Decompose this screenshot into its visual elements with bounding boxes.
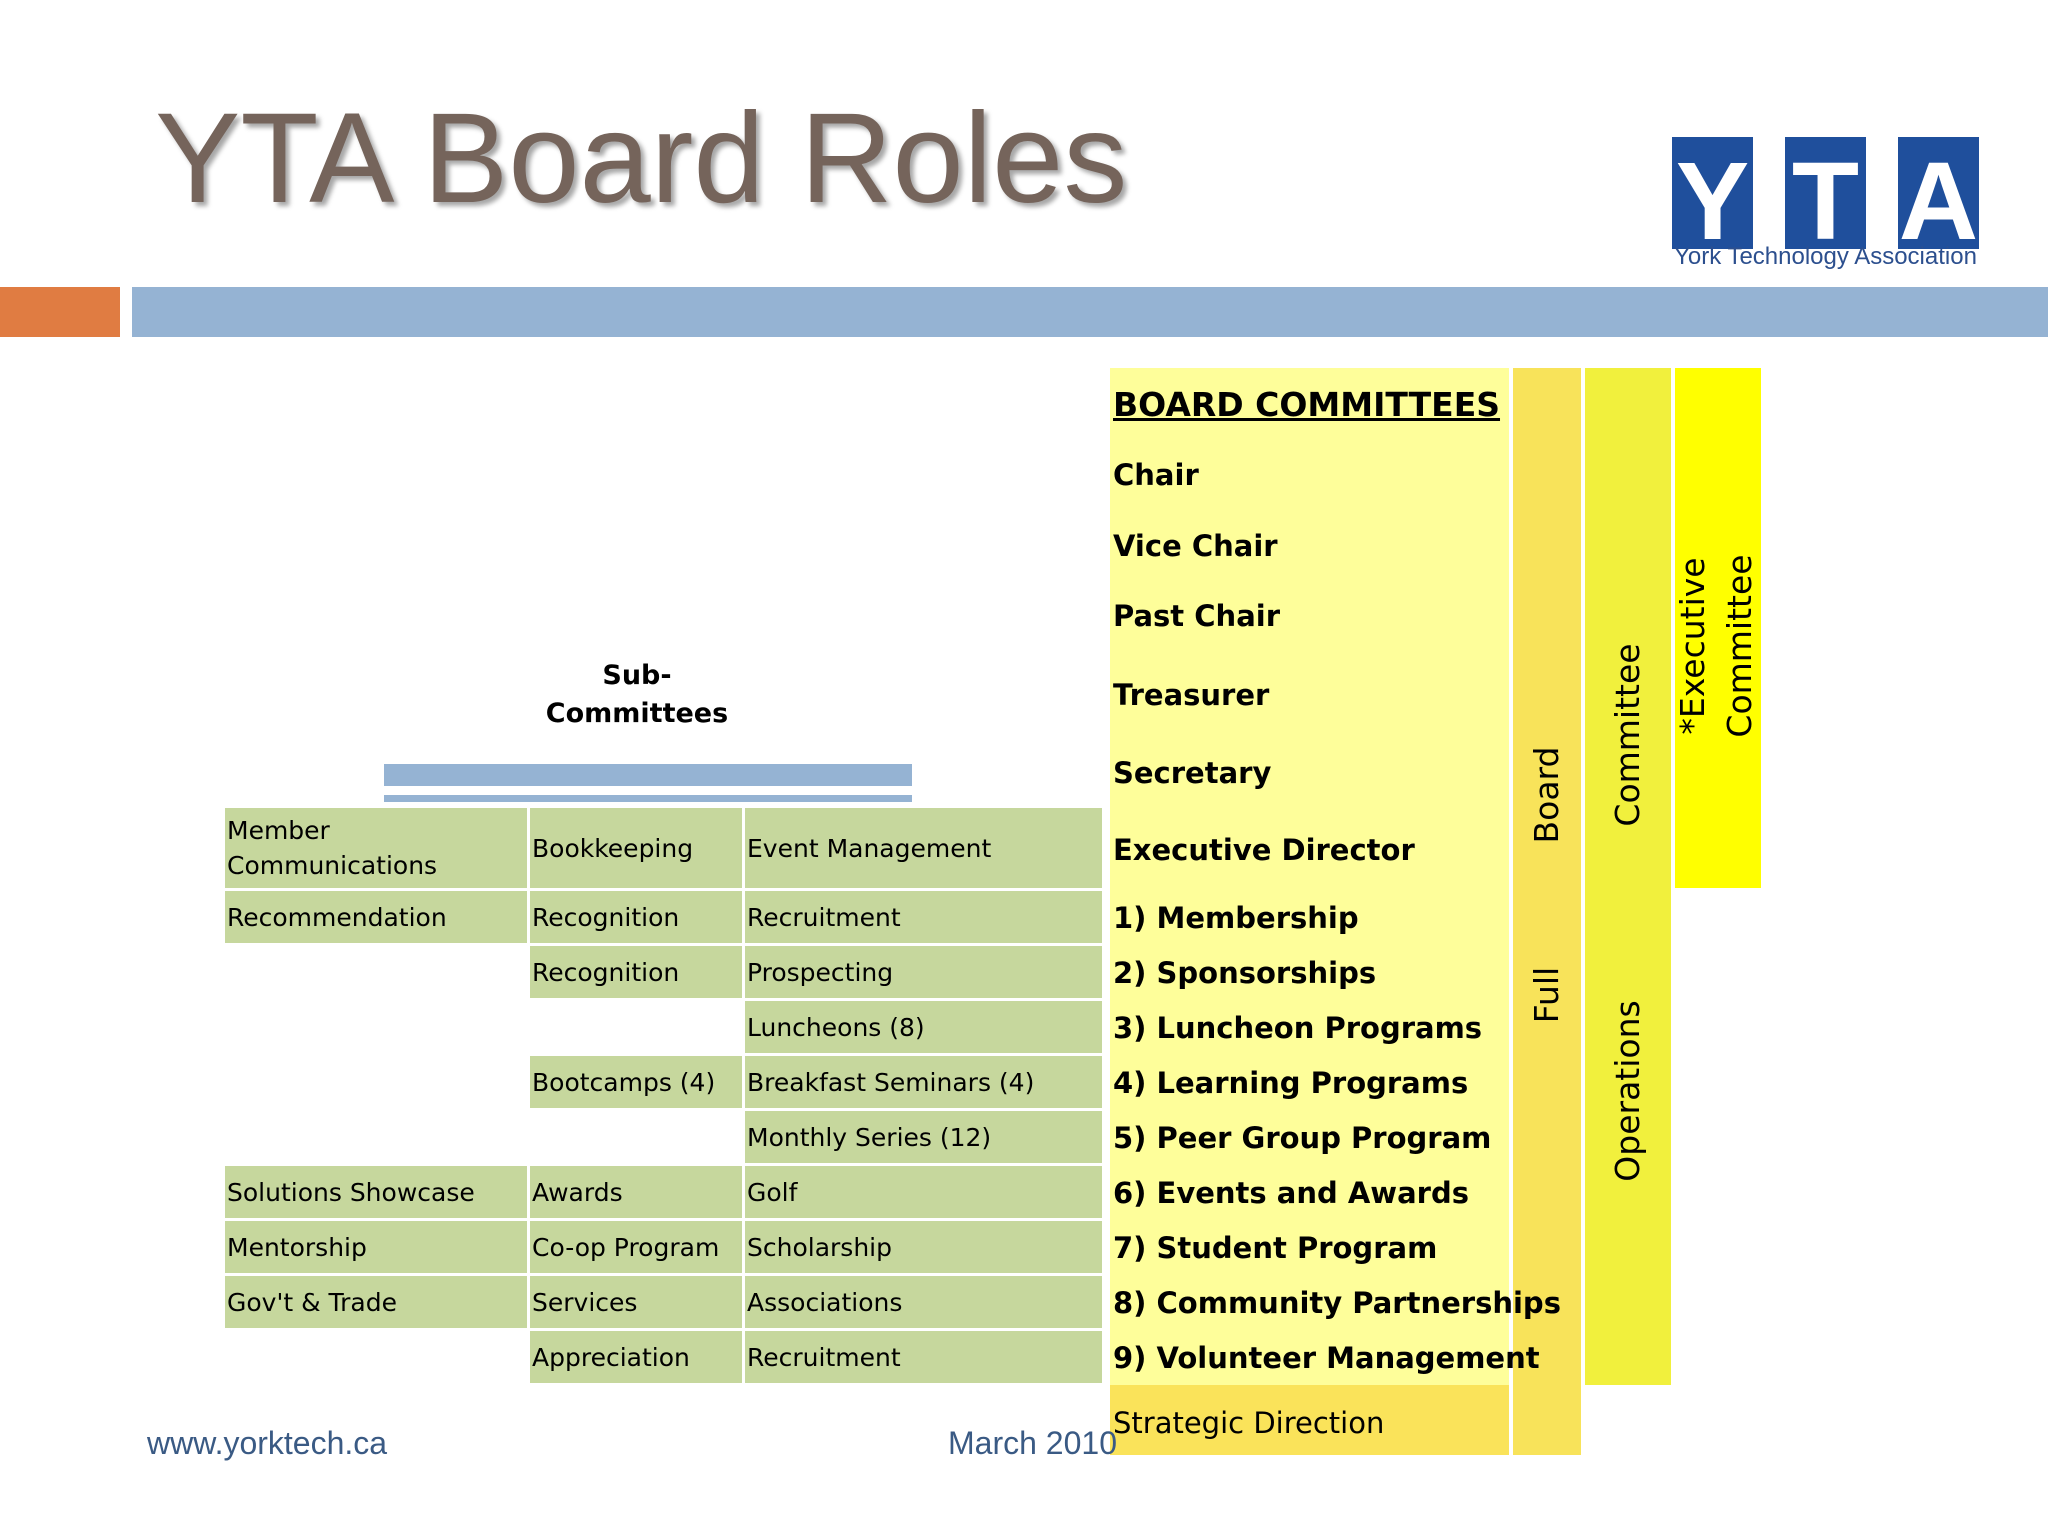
subcommittee-cell: Associations	[745, 1276, 1102, 1328]
committee-item: 3) Luncheon Programs	[1113, 1011, 1483, 1045]
header-accent-bar	[0, 287, 120, 337]
logo-letter-y: Y	[1672, 137, 1753, 249]
footer-date: March 2010	[948, 1425, 1117, 1461]
subcommittee-cell: Recruitment	[745, 1331, 1102, 1383]
subcommittee-cell: Recognition	[530, 891, 742, 943]
subcommittee-cell: Bootcamps (4)	[530, 1056, 742, 1108]
logo-letter-a: A	[1898, 137, 1979, 249]
subcommittee-cell: Services	[530, 1276, 742, 1328]
subcommittees-divider	[384, 764, 912, 786]
footer-url: www.yorktech.ca	[147, 1425, 388, 1461]
committee-item: 9) Volunteer Management	[1113, 1341, 1540, 1375]
subcommittee-cell: Prospecting	[745, 946, 1102, 998]
subcommittee-cell: Member Communications	[225, 808, 527, 888]
executive-label-line1: *Executive	[1673, 557, 1712, 735]
committee-item: 7) Student Program	[1113, 1231, 1438, 1265]
executive-label-line2: Committee	[1720, 554, 1759, 738]
operations-label-operations: Operations	[1608, 1000, 1647, 1182]
subcommittee-cell: Golf	[745, 1166, 1102, 1218]
committee-item: 1) Membership	[1113, 901, 1359, 935]
committee-item: 8) Community Partnerships	[1113, 1286, 1561, 1320]
subcommittee-cell: Mentorship	[225, 1221, 527, 1273]
slide-title: YTA Board Roles	[155, 87, 1128, 230]
operations-label-committee: Committee	[1608, 643, 1647, 827]
committee-item: 2) Sponsorships	[1113, 956, 1377, 990]
subcommittees-heading: Sub- Committees	[545, 660, 729, 729]
subcommittee-cell: Luncheons (8)	[745, 1001, 1102, 1053]
officer-role: Secretary	[1113, 756, 1272, 790]
subcommittee-cell: Bookkeeping	[530, 808, 742, 888]
committee-item: 5) Peer Group Program	[1113, 1121, 1492, 1155]
subcommittee-cell: Gov't & Trade	[225, 1276, 527, 1328]
yta-logo	[1672, 137, 1979, 273]
subcommittee-cell: Monthly Series (12)	[745, 1111, 1102, 1163]
subcommittee-cell: Recommendation	[225, 891, 527, 943]
full-board-label-board: Board	[1527, 746, 1566, 844]
board-committees-heading: BOARD COMMITTEES	[1113, 385, 1501, 424]
committee-item: 4) Learning Programs	[1113, 1066, 1469, 1100]
committee-item: 6) Events and Awards	[1113, 1176, 1469, 1210]
subcommittee-cell: Recruitment	[745, 891, 1102, 943]
officer-role: Treasurer	[1113, 678, 1270, 712]
subcommittee-cell: Co-op Program	[530, 1221, 742, 1273]
full-board-label-full: Full	[1527, 966, 1566, 1024]
subcommittee-cell: Appreciation	[530, 1331, 742, 1383]
officer-role: Executive Director	[1113, 833, 1415, 867]
logo-letter-t: T	[1785, 137, 1866, 249]
subcommittee-cell: Breakfast Seminars (4)	[745, 1056, 1102, 1108]
subcommittee-cell: Event Management	[745, 808, 1102, 888]
subcommittee-cell: Recognition	[530, 946, 742, 998]
officer-role: Past Chair	[1113, 599, 1281, 633]
subcommittee-cell: Solutions Showcase	[225, 1166, 527, 1218]
operations-committee-column	[1585, 368, 1671, 1385]
subcommittees-divider-thin	[384, 795, 912, 802]
subcommittee-cell: Awards	[530, 1166, 742, 1218]
strategic-direction-label: Strategic Direction	[1113, 1406, 1385, 1440]
officer-role: Chair	[1113, 458, 1199, 492]
header-bar	[132, 287, 2048, 337]
subcommittee-cell: Scholarship	[745, 1221, 1102, 1273]
officer-role: Vice Chair	[1113, 529, 1278, 563]
logo-tagline: York Technology Association	[1674, 243, 1977, 270]
